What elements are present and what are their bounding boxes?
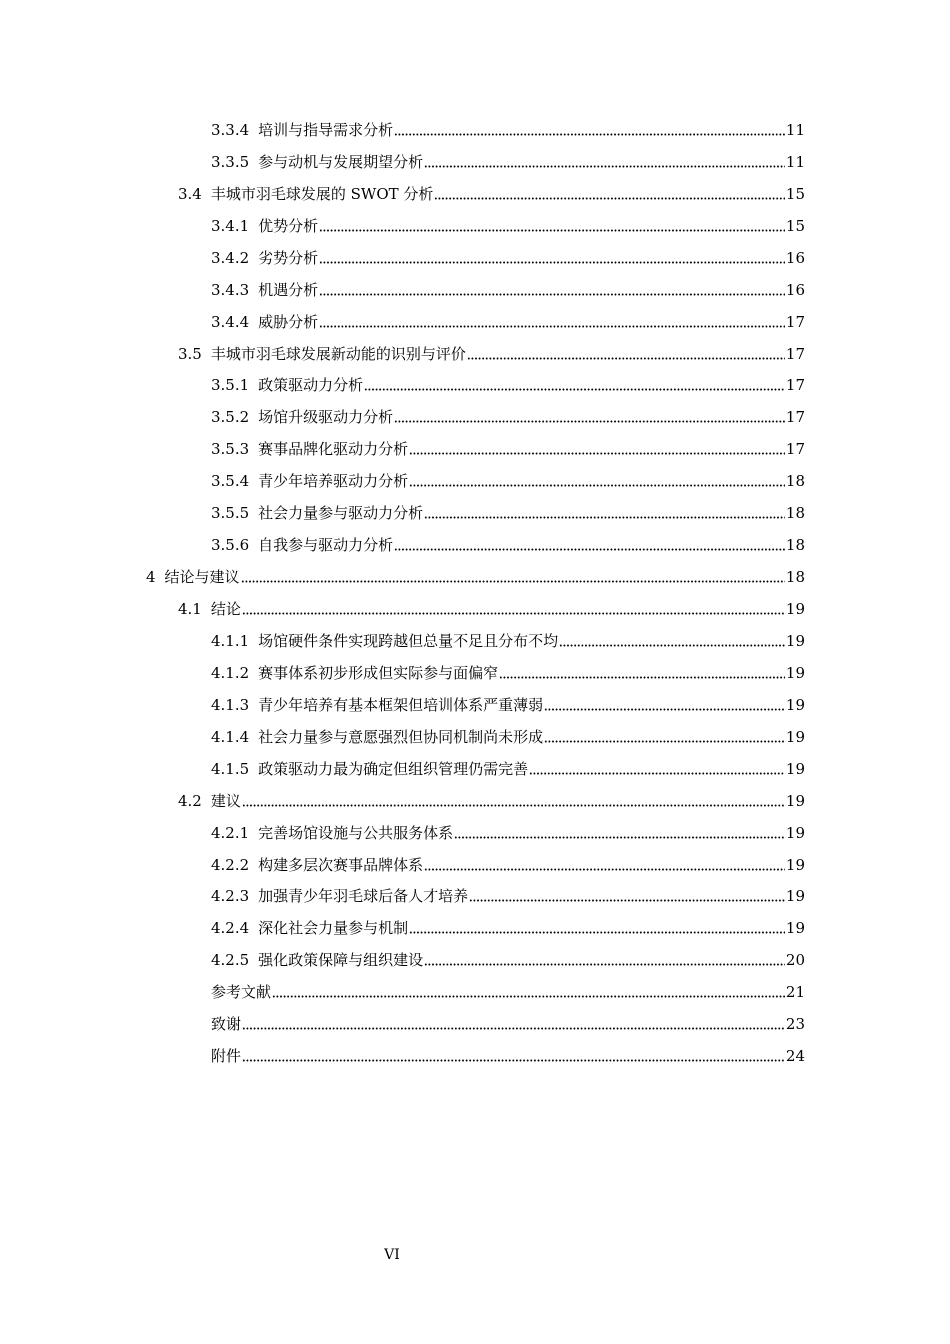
toc-dot-leader — [499, 667, 785, 679]
toc-entry-title: 建议 — [210, 791, 241, 810]
toc-entry-title: 参与动机与发展期望分析 — [258, 152, 424, 171]
toc-entry-number: 3.3.4 — [211, 120, 250, 139]
toc-entry[interactable] — [0, 306, 950, 338]
toc-entry-number: 3.5.1 — [211, 376, 250, 395]
toc-entry-title: 丰城市羽毛球发展的 SWOT 分析 — [210, 184, 434, 203]
toc-entry-number: 3.5.3 — [211, 440, 250, 459]
toc-entry-number: 3.4.1 — [211, 216, 250, 235]
toc-entry-title: 丰城市羽毛球发展新动能的识别与评价 — [210, 344, 466, 363]
toc-entry-number: 3.5.4 — [211, 472, 250, 491]
toc-entry-page: 19 — [785, 759, 805, 778]
toc-dot-leader — [424, 954, 785, 966]
toc-entry-title: 青少年培养有基本框架但培训体系严重薄弱 — [258, 695, 544, 714]
toc-entry-page: 16 — [785, 280, 805, 299]
toc-entry-number: 4.1.3 — [211, 695, 250, 714]
toc-entry[interactable] — [0, 529, 950, 561]
toc-entry[interactable] — [0, 146, 950, 178]
toc-entry-title: 政策驱动力分析 — [258, 376, 364, 395]
toc-entry[interactable] — [0, 753, 950, 785]
toc-entry-number: 4.1.5 — [211, 759, 250, 778]
toc-entry-number: 3.3.5 — [211, 152, 250, 171]
toc-entry-page: 17 — [785, 376, 805, 395]
toc-entry-page: 19 — [785, 855, 805, 874]
toc-entry-title: 青少年培养驱动力分析 — [258, 472, 409, 491]
toc-dot-leader — [394, 539, 785, 551]
toc-entry-title: 威胁分析 — [258, 312, 319, 331]
toc-entry-page: 15 — [785, 216, 805, 235]
toc-entry-page: 21 — [785, 983, 805, 1002]
toc-dot-leader — [544, 699, 785, 711]
toc-entry-number: 4.1.4 — [211, 727, 250, 746]
toc-entry-title: 附件 — [211, 1047, 242, 1066]
toc-entry[interactable] — [0, 1008, 950, 1040]
toc-entry-title: 场馆升级驱动力分析 — [258, 408, 394, 427]
toc-entry-number: 4.2 — [178, 791, 202, 810]
toc-entry[interactable] — [0, 561, 950, 593]
toc-entry-number: 4.2.3 — [211, 887, 250, 906]
toc-entry-number: 4.2.5 — [211, 951, 250, 970]
toc-entry-page: 19 — [785, 887, 805, 906]
toc-entry[interactable] — [0, 944, 950, 976]
toc-entry[interactable] — [0, 881, 950, 913]
toc-entry-number: 4.2.2 — [211, 855, 250, 874]
toc-entry-page: 18 — [785, 568, 805, 587]
toc-entry-title: 赛事体系初步形成但实际参与面偏窄 — [258, 663, 499, 682]
toc-entry-title: 结论与建议 — [164, 568, 240, 587]
toc-entry-number: 3.5.5 — [211, 504, 250, 523]
toc-entry-page: 19 — [785, 823, 805, 842]
toc-entry-title: 政策驱动力最为确定但组织管理仍需完善 — [258, 759, 529, 778]
toc-entry-title: 自我参与驱动力分析 — [258, 536, 394, 555]
toc-dot-leader — [241, 571, 785, 583]
toc-entry-page: 23 — [785, 1015, 805, 1034]
toc-entry-title: 社会力量参与驱动力分析 — [258, 504, 424, 523]
toc-entry-number: 4.1 — [178, 600, 202, 619]
toc-entry[interactable] — [0, 689, 950, 721]
toc-dot-leader — [319, 220, 785, 232]
toc-dot-leader — [469, 890, 785, 902]
toc-dot-leader — [529, 763, 785, 775]
toc-entry-page: 19 — [785, 919, 805, 938]
toc-entry[interactable] — [0, 338, 950, 370]
toc-entry[interactable] — [0, 721, 950, 753]
toc-entry-title: 机遇分析 — [258, 280, 319, 299]
toc-entry-title: 完善场馆设施与公共服务体系 — [258, 823, 454, 842]
toc-entry-page: 19 — [785, 631, 805, 650]
toc-entry-number: 4.1.1 — [211, 631, 250, 650]
toc-entry-title: 构建多层次赛事品牌体系 — [258, 855, 424, 874]
toc-dot-leader — [424, 859, 785, 871]
toc-entry-page: 24 — [785, 1047, 805, 1066]
toc-entry-page: 11 — [785, 152, 805, 171]
toc-entry[interactable] — [0, 785, 950, 817]
toc-entry-page: 17 — [785, 312, 805, 331]
toc-dot-leader — [272, 986, 785, 998]
toc-entry-page: 17 — [785, 440, 805, 459]
toc-entry-page: 11 — [785, 120, 805, 139]
toc-entry-title: 强化政策保障与组织建设 — [258, 951, 424, 970]
toc-dot-leader — [559, 635, 785, 647]
toc-entry-page: 19 — [785, 600, 805, 619]
toc-entry-page: 16 — [785, 248, 805, 267]
toc-entry-page: 19 — [785, 791, 805, 810]
toc-entry[interactable] — [0, 1040, 950, 1072]
toc-dot-leader — [409, 475, 785, 487]
toc-entry-title: 参考文献 — [211, 983, 272, 1002]
toc-entry-title: 深化社会力量参与机制 — [258, 919, 409, 938]
toc-entry-page: 18 — [785, 536, 805, 555]
toc-dot-leader — [394, 124, 785, 136]
toc-dot-leader — [242, 603, 785, 615]
toc-dot-leader — [394, 411, 785, 423]
toc-entry[interactable] — [0, 370, 950, 402]
toc-entry-page: 15 — [785, 184, 805, 203]
toc-entry-page: 19 — [785, 663, 805, 682]
toc-entry[interactable] — [0, 912, 950, 944]
toc-entry[interactable] — [0, 178, 950, 210]
toc-entry-number: 3.4.3 — [211, 280, 250, 299]
toc-entry-number: 3.4.2 — [211, 248, 250, 267]
toc-entry-number: 3.5.6 — [211, 536, 250, 555]
toc-entry-page: 18 — [785, 472, 805, 491]
toc-dot-leader — [454, 827, 785, 839]
toc-entry-number: 4 — [146, 568, 156, 587]
toc-entry[interactable] — [0, 242, 950, 274]
toc-entry-number: 4.1.2 — [211, 663, 250, 682]
toc-entry-page: 17 — [785, 408, 805, 427]
toc-entry[interactable] — [0, 593, 950, 625]
toc-entry-number: 3.4 — [178, 184, 202, 203]
toc-entry[interactable] — [0, 976, 950, 1008]
toc-dot-leader — [434, 188, 785, 200]
toc-dot-leader — [319, 284, 785, 296]
toc-entry-number: 3.5.2 — [211, 408, 250, 427]
toc-entry-title: 社会力量参与意愿强烈但协同机制尚未形成 — [258, 727, 544, 746]
toc-entry-number: 4.2.1 — [211, 823, 250, 842]
page-number — [0, 1247, 950, 1263]
toc-entry-title: 结论 — [210, 600, 241, 619]
toc-entry[interactable] — [0, 657, 950, 689]
toc-dot-leader — [364, 379, 785, 391]
toc-dot-leader — [409, 922, 785, 934]
toc-entry-title: 加强青少年羽毛球后备人才培养 — [258, 887, 469, 906]
toc-entry[interactable] — [0, 465, 950, 497]
toc-entry-page: 20 — [785, 951, 805, 970]
toc-entry-title: 赛事品牌化驱动力分析 — [258, 440, 409, 459]
toc-entry[interactable] — [0, 849, 950, 881]
toc-entry-title: 劣势分析 — [258, 248, 319, 267]
toc-entry-page: 17 — [785, 344, 805, 363]
toc-entry-number: 3.5 — [178, 344, 202, 363]
toc-entry-title: 优势分析 — [258, 216, 319, 235]
toc-entry[interactable] — [0, 817, 950, 849]
toc-entry[interactable] — [0, 625, 950, 657]
toc-entry-page: 19 — [785, 695, 805, 714]
toc-entry[interactable] — [0, 274, 950, 306]
toc-entry-number: 4.2.4 — [211, 919, 250, 938]
toc-dot-leader — [319, 316, 785, 328]
toc-dot-leader — [242, 1018, 785, 1030]
toc-entry-title: 致谢 — [211, 1015, 242, 1034]
toc-entry[interactable] — [0, 433, 950, 465]
toc-entry-title: 培训与指导需求分析 — [258, 120, 394, 139]
toc-dot-leader — [424, 507, 785, 519]
toc-entry-page: 18 — [785, 504, 805, 523]
toc-entry-page: 19 — [785, 727, 805, 746]
toc-dot-leader — [242, 795, 785, 807]
toc-dot-leader — [409, 443, 785, 455]
toc-entry[interactable] — [0, 401, 950, 433]
page-number-text: VI — [384, 1247, 400, 1263]
toc-dot-leader — [242, 1050, 785, 1062]
toc-entry[interactable] — [0, 210, 950, 242]
toc-entry[interactable] — [0, 497, 950, 529]
toc-entry[interactable] — [0, 114, 950, 146]
toc-dot-leader — [467, 348, 785, 360]
toc-entry-number: 3.4.4 — [211, 312, 250, 331]
table-of-contents — [0, 114, 950, 1072]
toc-dot-leader — [544, 731, 785, 743]
toc-dot-leader — [424, 156, 785, 168]
toc-dot-leader — [319, 252, 785, 264]
toc-entry-title: 场馆硬件条件实现跨越但总量不足且分布不均 — [258, 631, 559, 650]
